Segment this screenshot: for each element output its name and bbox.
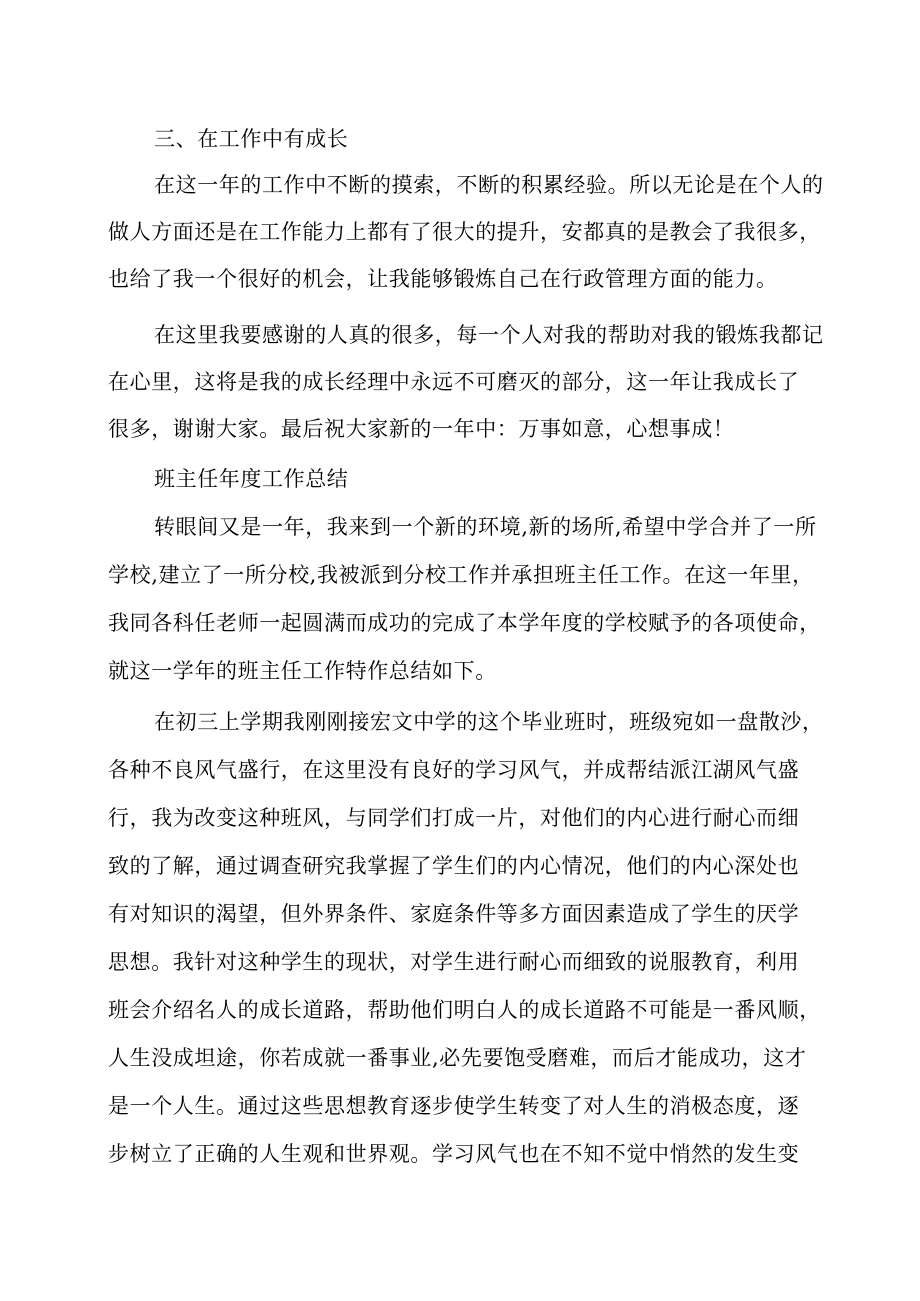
- paragraph-4-line-4: 致的了解，通过调查研究我掌握了学生们的内心情况，他们的内心深处也: [108, 854, 800, 878]
- paragraph-4-line-1: 在初三上学期我刚刚接宏文中学的这个毕业班时，班级宛如一盘散沙，: [154, 710, 824, 734]
- paragraph-3-line-1: 转眼间又是一年，我来到一个新的环境,新的场所,希望中学合并了一所: [154, 515, 817, 539]
- paragraph-3-line-2: 学校,建立了一所分校,我被派到分校工作并承担班主任工作。在这一年里，: [108, 563, 814, 587]
- paragraph-4-line-8: 人生没成坦途，你若成就一番事业,必先要饱受磨难，而后才能成功，这才: [108, 1046, 807, 1070]
- paragraph-4-line-5: 有对知识的渴望，但外界条件、家庭条件等多方面因素造成了学生的厌学: [108, 902, 800, 926]
- paragraph-2-line-3: 很多，谢谢大家。最后祝大家新的一年中：万事如意，心想事成！: [108, 417, 735, 441]
- paragraph-4-line-9: 是一个人生。通过这些思想教育逐步使学生转变了对人生的消极态度，逐: [108, 1094, 800, 1118]
- paragraph-4-line-3: 行，我为改变这种班风，与同学们打成一片，对他们的内心进行耐心而细: [108, 806, 800, 830]
- paragraph-1-line-2: 做人方面还是在工作能力上都有了很大的提升，安都真的是教会了我很多，: [108, 220, 821, 244]
- paragraph-4-line-6: 思想。我针对这种学生的现状，对学生进行耐心而细致的说服教育，利用: [108, 950, 800, 974]
- paragraph-1-line-3: 也给了我一个很好的机会，让我能够锻炼自己在行政管理方面的能力。: [108, 267, 778, 291]
- paragraph-3-line-3: 我同各科任老师一起圆满而成功的完成了本学年度的学校赋予的各项使命，: [108, 611, 821, 635]
- paragraph-4-line-2: 各种不良风气盛行，在这里没有良好的学习风气，并成帮结派江湖风气盛: [108, 758, 800, 782]
- section-heading: 三、在工作中有成长: [154, 127, 349, 151]
- paragraph-4-line-7: 班会介绍名人的成长道路，帮助他们明白人的成长道路不可能是一番风顺，: [108, 998, 821, 1022]
- section-title: 班主任年度工作总结: [154, 467, 349, 491]
- paragraph-1-line-1: 在这一年的工作中不断的摸索，不断的积累经验。所以无论是在个人的: [154, 173, 824, 197]
- paragraph-2-line-2: 在心里，这将是我的成长经理中永远不可磨灭的部分，这一年让我成长了: [108, 370, 800, 394]
- paragraph-2-line-1: 在这里我要感谢的人真的很多，每一个人对我的帮助对我的锻炼我都记: [154, 323, 824, 347]
- paragraph-4-line-10: 步树立了正确的人生观和世界观。学习风气也在不知不觉中悄然的发生变: [108, 1142, 800, 1166]
- paragraph-3-line-4: 就这一学年的班主任工作特作总结如下。: [108, 659, 497, 683]
